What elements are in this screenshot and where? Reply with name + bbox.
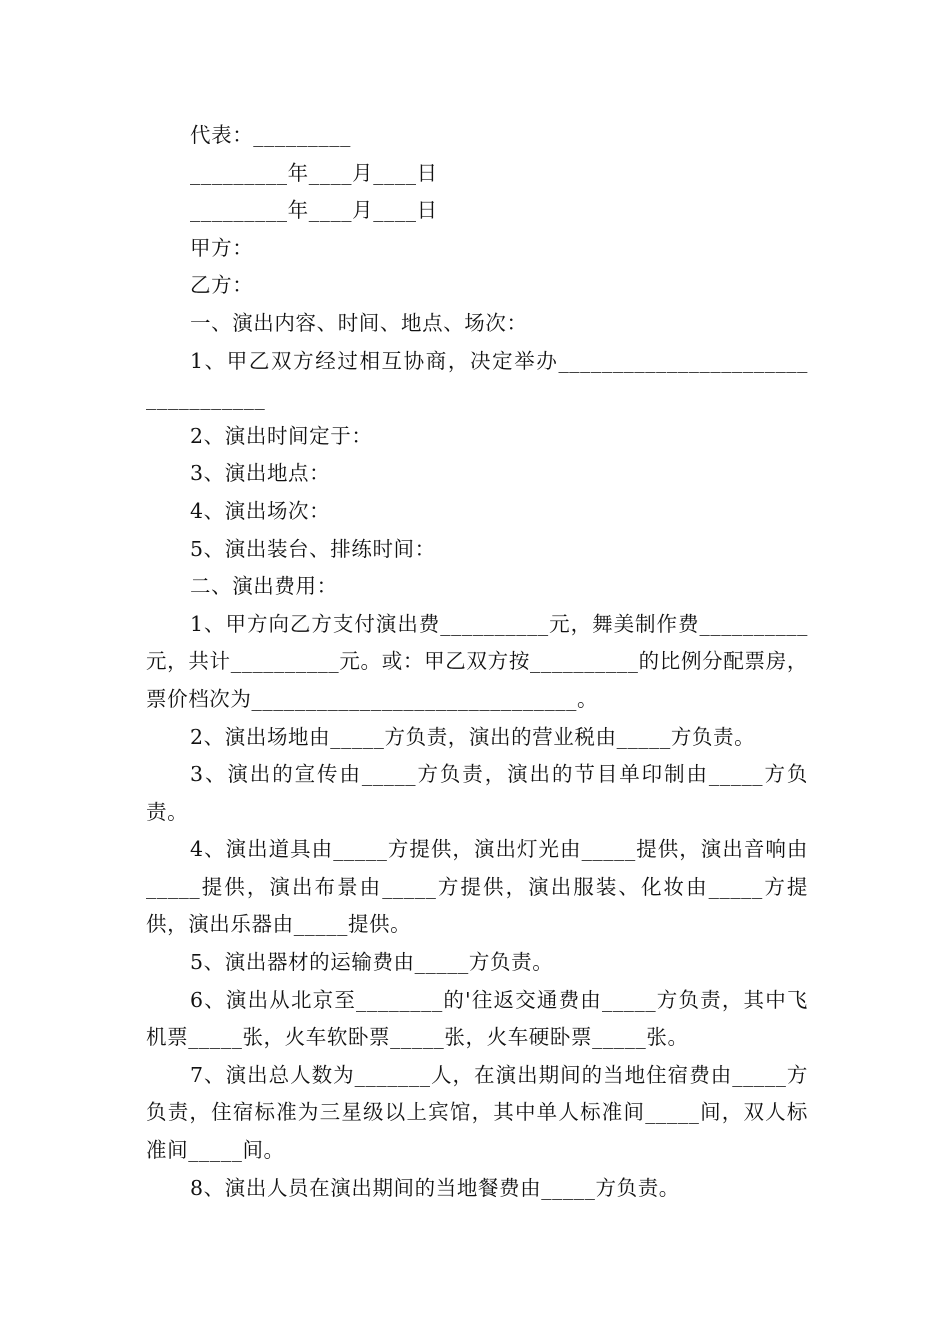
clause-1-5: 5、演出装台、排练时间： (190, 536, 436, 561)
party-b-label: 乙方： (190, 273, 254, 298)
clause-2-3: 3、演出的宣传由_____方负责，演出的节目单印制由_____方负责。 (146, 762, 808, 824)
date-line-1: _________年____月____日 (190, 160, 438, 185)
clause-2-8: 8、演出人员在演出期间的当地餐费由_____方负责。 (190, 1175, 680, 1200)
clause-2-5: 5、演出器材的运输费由_____方负责。 (190, 950, 554, 975)
date-line-2: _________年____月____日 (190, 198, 438, 223)
clause-2-2: 2、演出场地由_____方负责，演出的营业税由_____方负责。 (190, 724, 756, 749)
party-a-label: 甲方： (190, 235, 254, 260)
document-page (146, 117, 808, 1207)
section-1-heading: 一、演出内容、时间、地点、场次： (190, 310, 528, 335)
clause-1-1: 1、甲乙双方经过相互协商，决定举办_______________________ ___________ (146, 348, 808, 411)
clause-1-2: 2、演出时间定于： (190, 423, 373, 448)
clause-1-4: 4、演出场次： (190, 498, 331, 523)
clause-2-6: 6、演出从北京至________的'往返交通费由_____方负责，其中飞机票_____张，火车软卧票_____张，火车硬卧票_____张。 (146, 987, 808, 1050)
clause-2-1: 1、甲方向乙方支付演出费__________元，舞美制作费__________元，共计__________元。或：甲乙双方按__________的比例分配票房，票价档次为______________________________。 (146, 611, 808, 711)
clause-2-4: 4、演出道具由_____方提供，演出灯光由_____提供，演出音响由_____提供，演出布景由_____方提供，演出服装、化妆由_____方提供，演出乐器由_____提供。 (146, 837, 808, 937)
clause-2-7: 7、演出总人数为_______人，在演出期间的当地住宿费由_____方负责，住宿标准为三星级以上宾馆，其中单人标准间_____间，双人标准间_____间。 (146, 1062, 808, 1163)
section-2-heading: 二、演出费用： (190, 574, 338, 599)
representative-line: 代表：_________ (190, 123, 351, 147)
clause-1-3: 3、演出地点： (190, 461, 331, 486)
